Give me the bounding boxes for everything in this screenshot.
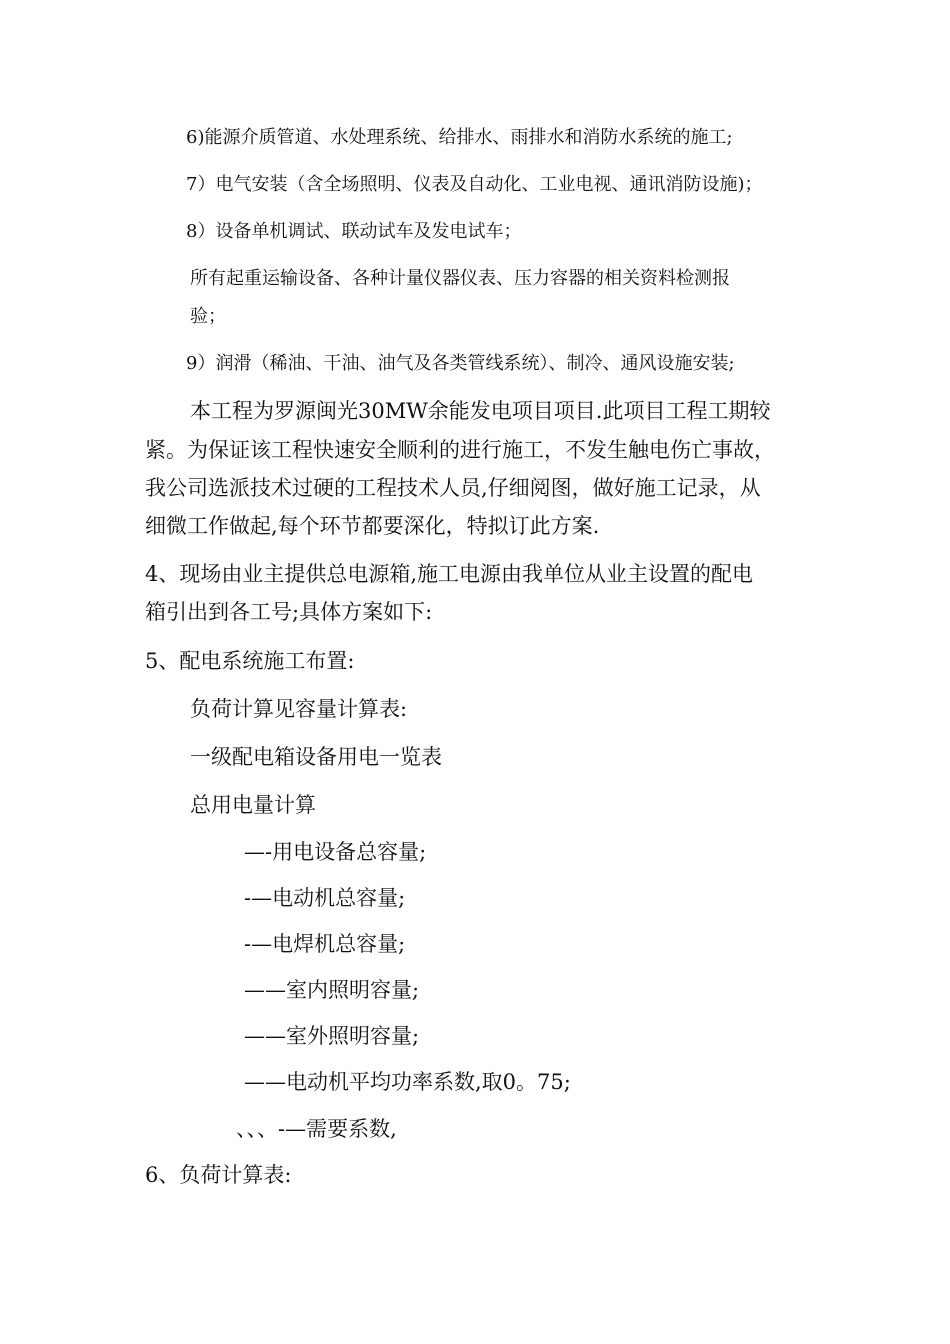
section-5-item: 总用电量计算 — [190, 793, 316, 817]
scope-item-6: 6)能源介质管道、水处理系统、给排水、雨排水和消防水系统的施工; — [186, 127, 733, 148]
intro-paragraph-line: 我公司选派技术过硬的工程技术人员,仔细阅图，做好施工记录，从 — [145, 476, 761, 500]
intro-paragraph-line: 本工程为罗源闽光30MW余能发电项目项目.此项目工程工期较 — [190, 399, 771, 423]
section-4-line: 箱引出到各工号;具体方案如下: — [145, 600, 433, 624]
definition-line: ——室外照明容量; — [244, 1024, 420, 1048]
section-5-item: 一级配电箱设备用电一览表 — [190, 745, 442, 769]
scope-item-7: 7）电气安装（含全场照明、仪表及自动化、工业电视、通讯消防设施)； — [186, 174, 763, 195]
definition-line: ——电动机平均功率系数,取0。75; — [244, 1070, 571, 1094]
definition-line: ——室内照明容量; — [244, 978, 420, 1002]
section-6-heading: 6、负荷计算表: — [145, 1163, 292, 1187]
section-5-heading: 5、配电系统施工布置: — [145, 649, 355, 673]
intro-paragraph-line: 紧。为保证该工程快速安全顺利的进行施工，不发生触电伤亡事故， — [145, 438, 775, 462]
section-5-item: 负荷计算见容量计算表: — [190, 697, 408, 721]
scope-item-equipment-cont: 验； — [190, 306, 226, 327]
section-4-line: 4、现场由业主提供总电源箱,施工电源由我单位从业主设置的配电 — [145, 562, 754, 586]
definition-line: —-用电设备总容量; — [244, 840, 427, 864]
scope-item-8: 8）设备单机调试、联动试车及发电试车； — [186, 221, 522, 242]
definition-line: -—电动机总容量; — [244, 886, 406, 910]
intro-paragraph-line: 细微工作做起,每个环节都要深化，特拟订此方案. — [145, 514, 600, 538]
scope-item-9: 9）润滑（稀油、干油、油气及各类管线系统）、制冷、通风设施安装; — [186, 353, 735, 374]
definition-line: 、、、-—需要系数, — [236, 1117, 397, 1141]
definition-line: -—电焊机总容量; — [244, 932, 406, 956]
scope-item-equipment: 所有起重运输设备、各种计量仪器仪表、压力容器的相关资料检测报 — [190, 268, 730, 289]
